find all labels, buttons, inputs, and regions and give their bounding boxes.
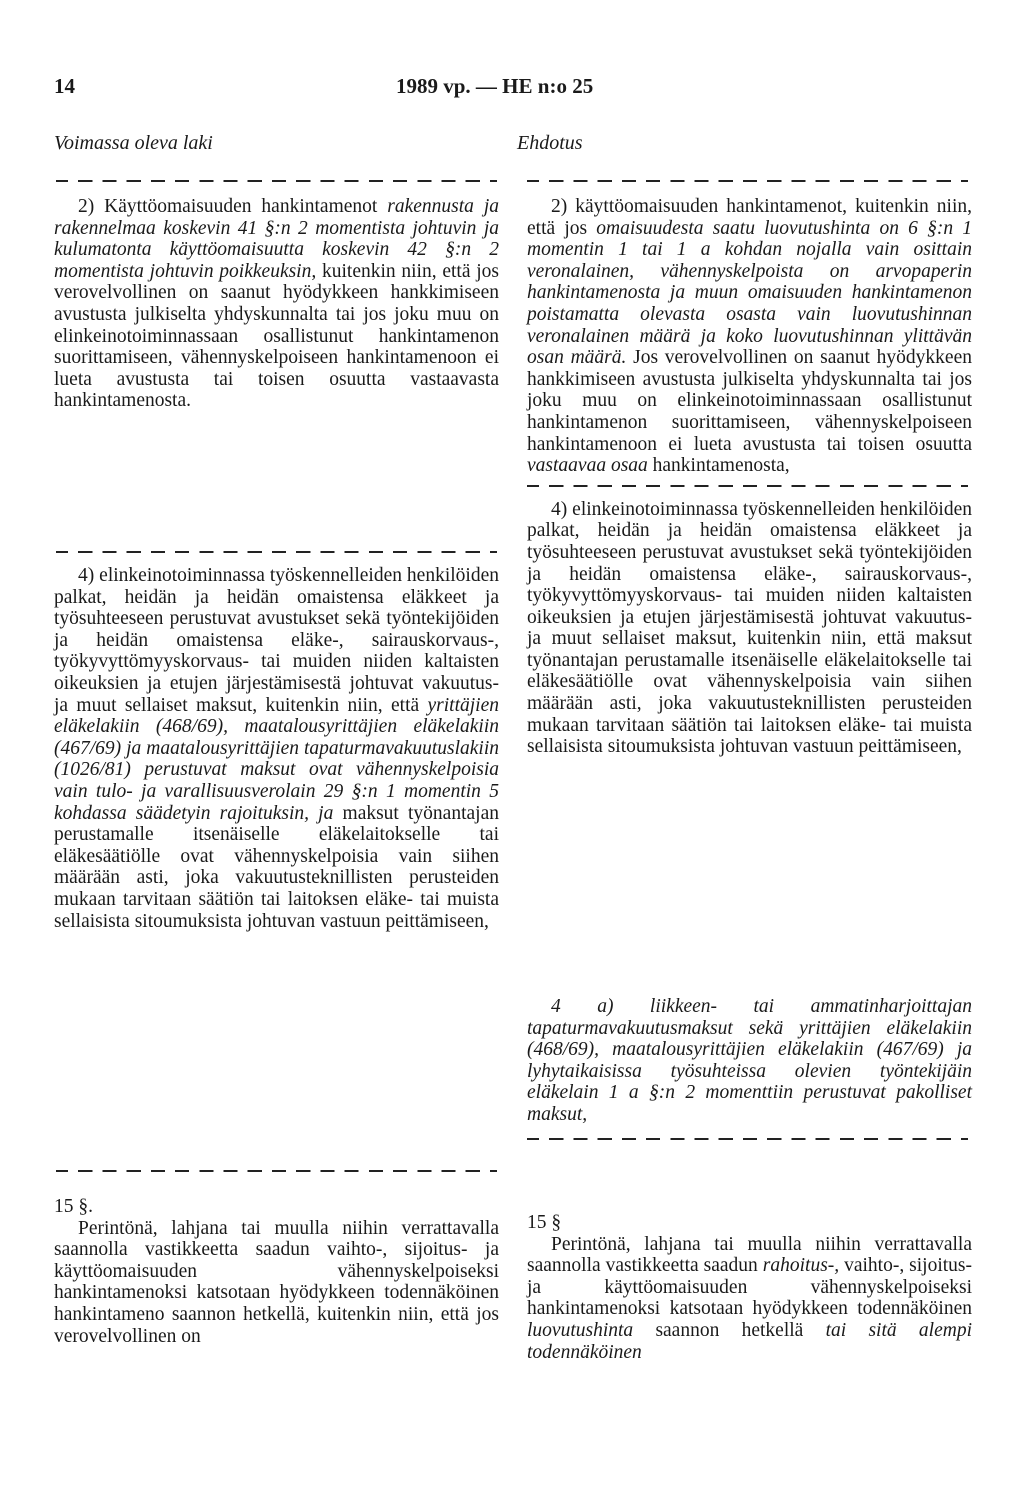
right-column: [527, 180, 972, 758]
left-paragraph-2: 2) Käyttöomaisuuden hankintamenot rakennusta ja rakennelmaa koskevin 41 §:n 2 momentista johtuvin ja kulumatonta käyttöomaisuutta koskevin 42 §:n 2 momentista johtuvin poikkeuksin, kuitenkin niin, että jos verovelvollinen on saanut hyödykkeen hankkimiseen avustusta julkiselta yhdyskunnalta tai jos joku muu on elinkeinotoiminnassaan osallistunut hankintamenon suorittamiseen, vähennyskelpoiseen hankintamenoon ei lueta avustusta tai toisen osuutta vastaavasta hankintamenosta.: [54, 196, 500, 412]
left-column-heading: Voimassa oleva laki: [54, 132, 213, 154]
right-column-heading: Ehdotus: [517, 132, 583, 154]
page-number: 14: [54, 74, 75, 98]
omission-divider: [56, 180, 497, 182]
right-section-15-text: Perintönä, lahjana tai muulla niihin verrattavalla saannolla vastikkeetta saadun rahoitus-, vaihto-, sijoitus- ja käyttöomaisuuden vähennyskelpoiseksi hankintamenoksi katsotaan hyödykkeen todennäköinen luovutushinta saannon hetkellä tai sitä alempi todennäköinen: [527, 1233, 973, 1363]
left-section-15-title: 15 §.: [54, 1196, 93, 1217]
left-column: [54, 180, 499, 412]
right-column-section-15: [527, 1212, 972, 1363]
omission-divider: [56, 1170, 497, 1172]
right-paragraph-4: 4) elinkeinotoiminnassa työskennelleiden henkilöiden palkat, heidän ja heidän omaistensa eläkkeet ja työsuhteeseen perustuvat avustukset sekä työntekijöiden ja heidän omaistensa eläke-, sairauskorvaus-, työkyvyttömyyskorvaus- tai muiden niiden kaltaisten oikeuksien ja etujen järjestämisestä johtuvat vakuutus- ja muut sellaiset maksut, kuitenkin niin, että maksut työnantajan perustamalle itsenäiselle eläkelaitokselle tai eläkesäätiölle ovat vähennyskelpoisia vain siihen määrään asti, joka vakuutusteknillisten perusteiden mukaan tarvitaan säätiön tai laitoksen eläke- tai muista sellaisista sitoumuksista johtuvan vastuun peittämiseen,: [527, 498, 972, 758]
left-section-15-text: Perintönä, lahjana tai muulla niihin verrattavalla saannolla vastikkeetta saadun vaihto-, sijoitus- ja käyttöomaisuuden vähennyskelpoiseksi hankintamenoksi katsotaan hyödykkeen todennäköinen hankintameno saannon hetkellä, kuitenkin niin, että jos verovelvollinen on: [54, 1217, 499, 1347]
right-paragraph-2: 2) käyttöomaisuuden hankintamenot, kuitenkin niin, että jos omaisuudesta saatu luovutushinta on 6 §:n 1 momentin 1 tai 1 a kohdan nojalla vain osittain veronalainen, vähennyskelpoista on arvopaperin hankintamenosta ja muun omaisuuden hankintamenon poistamatta olevasta osasta vain luovutushinnan veronalainen määrä ja koko luovutushinnan ylittävän osan määrä. Jos verovelvollinen on saanut hyödykkeen hankkimiseen avustusta julkiselta yhdyskunnalta tai jos joku muu on elinkeinotoiminnassaan osallistunut hankintamenon suorittamiseen, vähennyskelpoiseen hankintamenoon ei lueta avustusta tai toisen osuutta vastaavaa osaa hankintamenosta,: [527, 196, 972, 477]
right-column-section-4a: [527, 996, 972, 1140]
page-title: 1989 vp. — HE n:o 25: [396, 74, 594, 98]
left-paragraph-4: 4) elinkeinotoiminnassa työskennelleiden henkilöiden palkat, heidän ja heidän omaistensa eläkkeet ja työsuhteeseen perustuvat avustukset sekä työntekijöiden ja heidän omaistensa eläke-, sairauskorvaus-, työkyvyttömyyskorvaus- tai muiden niiden kaltaisten oikeuksien ja etujen järjestämisestä johtuvat vakuutus- ja muut sellaiset maksut, kuitenkin niin, että yrittäjien eläkelakiin (468/69), maatalousyrittäjien eläkelakiin (467/69) ja maatalousyrittäjien tapaturmavakuutuslakiin (1026/81) perustuvat maksut ovat vähennyskelpoisia vain tulo- ja varallisuusverolain 29 §:n 1 momentin 5 kohdassa säädetyin rajoituksin, ja maksut työnantajan perustamalle itsenäiselle eläkelaitokselle tai eläkesäätiölle ovat vähennyskelpoisia vain siihen määrään asti, joka vakuutusteknillisten perusteiden mukaan tarvitaan säätiön tai laitoksen eläke- tai muista sellaisista sitoumuksista johtuvan vastuun peittämiseen,: [54, 565, 499, 932]
left-column-section-4: [54, 551, 499, 932]
right-section-15-title: 15 §: [527, 1212, 562, 1233]
right-paragraph-4a: 4 a) liikkeen- tai ammatinharjoittajan tapaturmavakuutusmaksut sekä yrittäjien eläkelakiin (468/69), maatalousyrittäjien eläkelakiin (467/69) ja lyhytaikaisissa työsuhteissa olevien työntekijäin eläkelain 1 a §:n 2 momenttiin perustuvat pakolliset maksut,: [527, 996, 972, 1125]
omission-divider: [527, 180, 968, 182]
omission-divider: [56, 551, 497, 553]
left-column-section-15: [54, 1170, 499, 1347]
omission-divider: [527, 1138, 968, 1140]
omission-divider: [527, 485, 968, 487]
